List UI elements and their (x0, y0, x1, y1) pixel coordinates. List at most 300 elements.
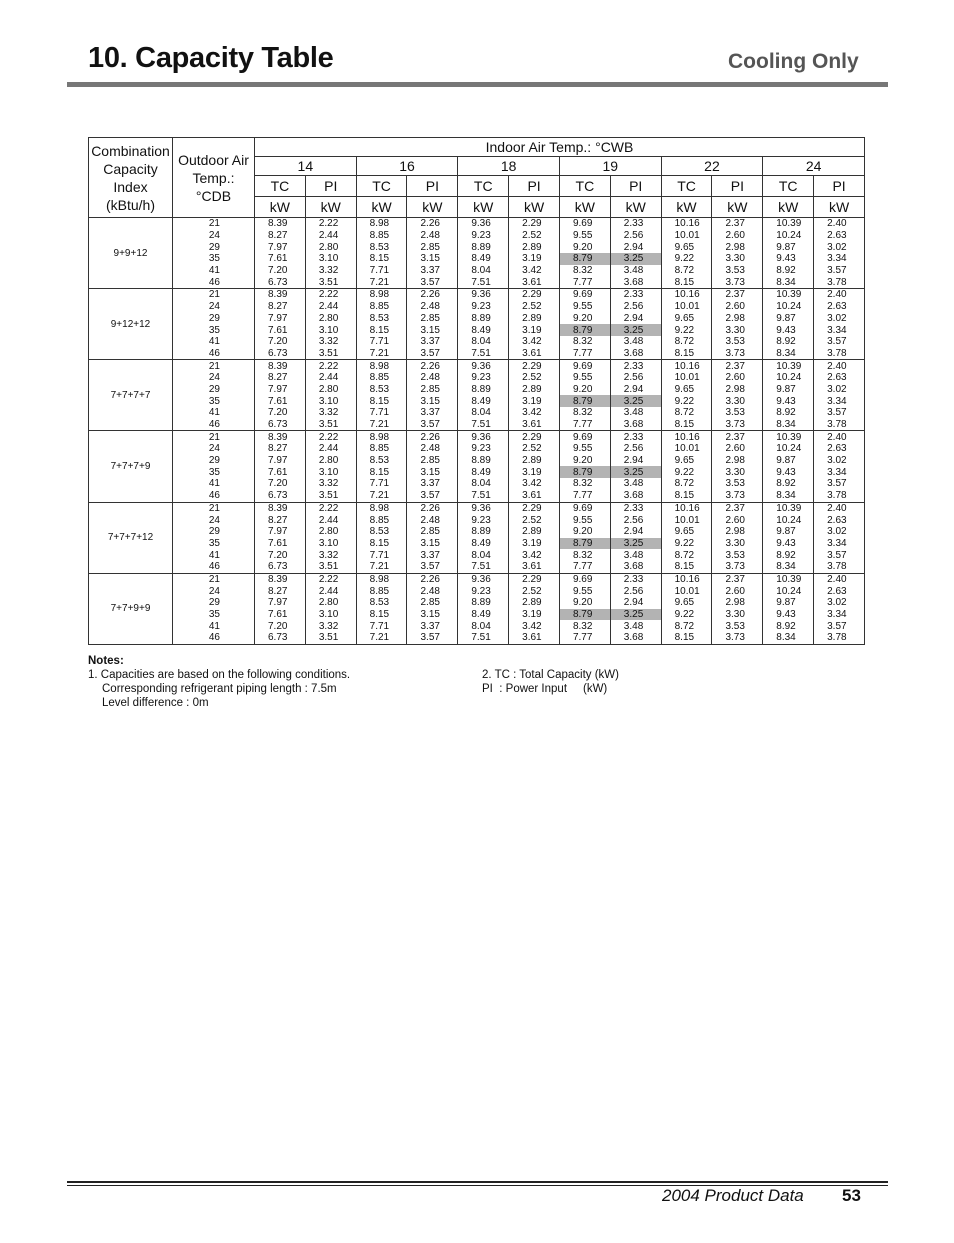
value-cell: 2.37 (712, 502, 763, 514)
value-cell: 7.97 (255, 597, 306, 609)
value-cell: 2.94 (610, 241, 661, 253)
table-row (89, 620, 865, 632)
value-cell: 8.39 (255, 573, 306, 585)
value-cell: 2.80 (305, 384, 356, 396)
value-cell: 8.32 (559, 265, 610, 277)
indoor-temp-value: 18 (458, 157, 560, 176)
value-cell: 3.51 (305, 276, 356, 288)
value-cell: 7.71 (356, 478, 407, 490)
value-cell: 8.89 (458, 384, 509, 396)
value-cell: 7.20 (255, 620, 306, 632)
value-cell: 7.61 (255, 324, 306, 336)
value-cell: 10.16 (661, 360, 712, 372)
value-cell: 8.32 (559, 620, 610, 632)
value-cell: 9.20 (559, 597, 610, 609)
value-cell: 2.26 (407, 573, 458, 585)
value-cell: 8.39 (255, 218, 306, 230)
value-cell: 3.73 (712, 490, 763, 502)
table-row (89, 372, 865, 384)
value-cell: 8.72 (661, 478, 712, 490)
value-cell: 2.63 (814, 443, 865, 455)
value-cell: 2.26 (407, 289, 458, 301)
value-cell: 2.60 (712, 372, 763, 384)
value-cell: 3.42 (509, 620, 560, 632)
value-cell: 8.53 (356, 313, 407, 325)
value-cell: 3.57 (814, 549, 865, 561)
value-cell: 3.78 (814, 561, 865, 573)
value-cell: 2.52 (509, 372, 560, 384)
value-cell: 3.42 (509, 549, 560, 561)
value-cell: 2.29 (509, 502, 560, 514)
value-cell: 7.20 (255, 478, 306, 490)
value-cell: 2.44 (305, 372, 356, 384)
value-cell: 8.34 (763, 419, 814, 431)
value-cell: 2.26 (407, 360, 458, 372)
value-cell: 9.23 (458, 230, 509, 242)
outdoor-temp-header: Outdoor Air Temp.: °CDB (173, 138, 255, 218)
tc-header: TC (661, 176, 712, 197)
value-cell: 3.57 (814, 407, 865, 419)
value-cell: 8.32 (559, 407, 610, 419)
value-cell: 9.87 (763, 526, 814, 538)
value-cell: 7.97 (255, 313, 306, 325)
outdoor-temp-cell: 35 (173, 466, 255, 478)
value-cell: 3.68 (610, 632, 661, 644)
value-cell: 9.87 (763, 597, 814, 609)
value-cell: 10.24 (763, 301, 814, 313)
value-cell: 8.15 (661, 490, 712, 502)
value-cell: 8.49 (458, 395, 509, 407)
value-cell: 3.68 (610, 561, 661, 573)
value-cell: 9.87 (763, 455, 814, 467)
indoor-temp-value: 22 (661, 157, 763, 176)
value-cell: 2.29 (509, 289, 560, 301)
value-cell: 3.10 (305, 395, 356, 407)
value-cell: 2.33 (610, 502, 661, 514)
value-cell: 2.85 (407, 384, 458, 396)
value-cell: 7.71 (356, 265, 407, 277)
value-cell: 9.23 (458, 301, 509, 313)
value-cell: 2.80 (305, 526, 356, 538)
value-cell: 8.89 (458, 455, 509, 467)
value-cell: 3.57 (407, 419, 458, 431)
value-cell: 9.65 (661, 597, 712, 609)
outdoor-temp-cell: 29 (173, 597, 255, 609)
pi-header: PI (814, 176, 865, 197)
value-cell: 3.32 (305, 478, 356, 490)
value-cell: 8.15 (356, 253, 407, 265)
value-cell: 3.42 (509, 336, 560, 348)
table-row (89, 230, 865, 242)
value-cell: 3.10 (305, 466, 356, 478)
value-cell: 2.44 (305, 443, 356, 455)
value-cell: 9.36 (458, 218, 509, 230)
value-cell: 2.29 (509, 573, 560, 585)
value-cell: 9.69 (559, 218, 610, 230)
outdoor-temp-cell: 24 (173, 301, 255, 313)
value-cell: 3.78 (814, 276, 865, 288)
table-row (89, 301, 865, 313)
pi-header: PI (407, 176, 458, 197)
value-cell: 8.98 (356, 502, 407, 514)
value-cell: 2.29 (509, 360, 560, 372)
value-cell: 3.42 (509, 407, 560, 419)
table-row (89, 514, 865, 526)
value-cell: 3.30 (712, 466, 763, 478)
table-row (89, 384, 865, 396)
value-cell: 8.72 (661, 549, 712, 561)
value-cell: 9.69 (559, 431, 610, 443)
outdoor-temp-cell: 41 (173, 336, 255, 348)
value-cell: 8.15 (356, 466, 407, 478)
outdoor-temp-cell: 41 (173, 265, 255, 277)
value-cell: 9.43 (763, 466, 814, 478)
value-cell: 8.32 (559, 336, 610, 348)
indoor-temp-value: 19 (559, 157, 661, 176)
value-cell: 2.52 (509, 514, 560, 526)
table-row (89, 360, 865, 372)
value-cell: 3.68 (610, 276, 661, 288)
value-cell: 8.79 (559, 395, 610, 407)
outdoor-temp-cell: 29 (173, 455, 255, 467)
value-cell: 3.48 (610, 336, 661, 348)
note-line: 1. Capacities are based on the following conditions. (88, 669, 351, 681)
value-cell: 3.15 (407, 609, 458, 621)
outdoor-temp-cell: 21 (173, 218, 255, 230)
table-row (89, 466, 865, 478)
value-cell: 2.48 (407, 514, 458, 526)
value-cell: 2.26 (407, 431, 458, 443)
unit-header: kW (610, 197, 661, 218)
combination-label: 7+7+7+12 (89, 502, 173, 573)
value-cell: 9.22 (661, 253, 712, 265)
value-cell: 9.55 (559, 514, 610, 526)
value-cell: 3.19 (509, 253, 560, 265)
value-cell: 8.53 (356, 384, 407, 396)
table-row (89, 265, 865, 277)
value-cell: 2.63 (814, 585, 865, 597)
value-cell: 8.72 (661, 620, 712, 632)
value-cell: 7.21 (356, 490, 407, 502)
value-cell: 3.37 (407, 407, 458, 419)
value-cell: 3.37 (407, 478, 458, 490)
value-cell: 10.16 (661, 502, 712, 514)
value-cell: 8.04 (458, 478, 509, 490)
value-cell: 7.21 (356, 348, 407, 360)
value-cell: 2.80 (305, 313, 356, 325)
value-cell: 8.34 (763, 276, 814, 288)
value-cell: 3.02 (814, 526, 865, 538)
value-cell: 3.68 (610, 348, 661, 360)
outdoor-temp-cell: 24 (173, 443, 255, 455)
value-cell: 2.85 (407, 526, 458, 538)
value-cell: 2.89 (509, 384, 560, 396)
indoor-temp-value: 14 (255, 157, 357, 176)
value-cell: 9.23 (458, 372, 509, 384)
tc-header: TC (356, 176, 407, 197)
combination-label: 9+12+12 (89, 289, 173, 360)
value-cell: 2.98 (712, 313, 763, 325)
value-cell: 2.56 (610, 585, 661, 597)
value-cell: 8.72 (661, 265, 712, 277)
value-cell: 7.20 (255, 407, 306, 419)
value-cell: 8.15 (661, 632, 712, 644)
value-cell: 9.43 (763, 253, 814, 265)
value-cell: 8.85 (356, 301, 407, 313)
value-cell: 3.53 (712, 336, 763, 348)
combination-label: 7+7+7+9 (89, 431, 173, 502)
value-cell: 2.37 (712, 218, 763, 230)
value-cell: 7.21 (356, 276, 407, 288)
footer-rule (67, 1181, 888, 1183)
value-cell: 2.29 (509, 218, 560, 230)
value-cell: 8.04 (458, 620, 509, 632)
value-cell: 8.79 (559, 466, 610, 478)
value-cell: 8.53 (356, 455, 407, 467)
value-cell: 3.34 (814, 253, 865, 265)
table-row (89, 455, 865, 467)
unit-header: kW (305, 197, 356, 218)
value-cell: 8.15 (661, 561, 712, 573)
value-cell: 3.30 (712, 538, 763, 550)
value-cell: 7.77 (559, 348, 610, 360)
notes-right (482, 668, 619, 696)
value-cell: 9.36 (458, 289, 509, 301)
unit-header: kW (356, 197, 407, 218)
value-cell: 9.22 (661, 609, 712, 621)
value-cell: 8.15 (661, 419, 712, 431)
value-cell: 2.89 (509, 597, 560, 609)
value-cell: 8.79 (559, 324, 610, 336)
value-cell: 10.01 (661, 514, 712, 526)
value-cell: 7.51 (458, 632, 509, 644)
outdoor-temp-cell: 35 (173, 609, 255, 621)
value-cell: 3.51 (305, 561, 356, 573)
table-row (89, 549, 865, 561)
table-row (89, 573, 865, 585)
value-cell: 9.22 (661, 324, 712, 336)
value-cell: 2.22 (305, 218, 356, 230)
value-cell: 3.57 (814, 620, 865, 632)
table-row (89, 585, 865, 597)
notes-left (88, 654, 350, 710)
outdoor-temp-cell: 21 (173, 360, 255, 372)
value-cell: 9.65 (661, 526, 712, 538)
value-cell: 3.61 (509, 490, 560, 502)
value-cell: 9.55 (559, 230, 610, 242)
value-cell: 2.56 (610, 514, 661, 526)
value-cell: 2.60 (712, 585, 763, 597)
value-cell: 9.55 (559, 372, 610, 384)
pi-header: PI (712, 176, 763, 197)
value-cell: 8.15 (356, 324, 407, 336)
table-row (89, 336, 865, 348)
value-cell: 3.61 (509, 561, 560, 573)
value-cell: 10.39 (763, 360, 814, 372)
value-cell: 9.69 (559, 289, 610, 301)
value-cell: 10.01 (661, 372, 712, 384)
value-cell: 8.49 (458, 466, 509, 478)
value-cell: 8.34 (763, 490, 814, 502)
value-cell: 8.34 (763, 632, 814, 644)
value-cell: 8.34 (763, 348, 814, 360)
value-cell: 3.51 (305, 348, 356, 360)
value-cell: 2.22 (305, 289, 356, 301)
value-cell: 9.69 (559, 573, 610, 585)
outdoor-temp-cell: 29 (173, 384, 255, 396)
value-cell: 8.27 (255, 301, 306, 313)
value-cell: 8.27 (255, 230, 306, 242)
value-cell: 8.72 (661, 336, 712, 348)
value-cell: 7.77 (559, 632, 610, 644)
pi-header: PI (305, 176, 356, 197)
value-cell: 9.23 (458, 514, 509, 526)
value-cell: 2.52 (509, 443, 560, 455)
value-cell: 9.43 (763, 395, 814, 407)
value-cell: 8.79 (559, 253, 610, 265)
outdoor-temp-cell: 41 (173, 620, 255, 632)
outdoor-temp-cell: 46 (173, 348, 255, 360)
value-cell: 3.53 (712, 265, 763, 277)
value-cell: 3.32 (305, 620, 356, 632)
value-cell: 2.98 (712, 526, 763, 538)
value-cell: 7.77 (559, 419, 610, 431)
value-cell: 2.40 (814, 289, 865, 301)
value-cell: 3.57 (814, 265, 865, 277)
value-cell: 9.36 (458, 360, 509, 372)
tc-header: TC (255, 176, 306, 197)
table-row (89, 289, 865, 301)
capacity-table (88, 137, 865, 645)
value-cell: 10.39 (763, 573, 814, 585)
value-cell: 8.27 (255, 372, 306, 384)
outdoor-temp-cell: 29 (173, 526, 255, 538)
value-cell: 10.01 (661, 301, 712, 313)
value-cell: 8.85 (356, 443, 407, 455)
value-cell: 3.53 (712, 549, 763, 561)
value-cell: 8.72 (661, 407, 712, 419)
value-cell: 10.24 (763, 230, 814, 242)
value-cell: 3.57 (814, 336, 865, 348)
value-cell: 2.63 (814, 372, 865, 384)
value-cell: 2.60 (712, 514, 763, 526)
outdoor-temp-cell: 21 (173, 502, 255, 514)
value-cell: 7.61 (255, 538, 306, 550)
value-cell: 8.04 (458, 407, 509, 419)
value-cell: 6.73 (255, 632, 306, 644)
value-cell: 3.73 (712, 632, 763, 644)
outdoor-temp-cell: 41 (173, 407, 255, 419)
table-row (89, 395, 865, 407)
value-cell: 7.20 (255, 265, 306, 277)
value-cell: 8.04 (458, 336, 509, 348)
value-cell: 2.48 (407, 443, 458, 455)
value-cell: 3.57 (407, 348, 458, 360)
value-cell: 3.02 (814, 455, 865, 467)
value-cell: 2.26 (407, 502, 458, 514)
value-cell: 3.19 (509, 609, 560, 621)
outdoor-temp-cell: 46 (173, 632, 255, 644)
value-cell: 3.78 (814, 419, 865, 431)
value-cell: 2.63 (814, 230, 865, 242)
value-cell: 7.97 (255, 384, 306, 396)
note-line: 2. TC : Total Capacity (kW) (482, 669, 619, 681)
value-cell: 6.73 (255, 561, 306, 573)
unit-header: kW (407, 197, 458, 218)
value-cell: 3.02 (814, 313, 865, 325)
value-cell: 3.61 (509, 419, 560, 431)
value-cell: 2.85 (407, 313, 458, 325)
value-cell: 3.48 (610, 478, 661, 490)
value-cell: 2.37 (712, 360, 763, 372)
table-row (89, 478, 865, 490)
value-cell: 10.01 (661, 585, 712, 597)
unit-header: kW (712, 197, 763, 218)
value-cell: 2.98 (712, 455, 763, 467)
value-cell: 7.21 (356, 419, 407, 431)
value-cell: 2.48 (407, 230, 458, 242)
value-cell: 9.23 (458, 443, 509, 455)
value-cell: 8.85 (356, 230, 407, 242)
value-cell: 2.89 (509, 455, 560, 467)
value-cell: 7.20 (255, 336, 306, 348)
tc-header: TC (559, 176, 610, 197)
value-cell: 2.40 (814, 502, 865, 514)
value-cell: 3.51 (305, 419, 356, 431)
combination-label: 9+9+12 (89, 218, 173, 289)
value-cell: 3.73 (712, 276, 763, 288)
value-cell: 9.87 (763, 313, 814, 325)
value-cell: 2.56 (610, 372, 661, 384)
value-cell: 8.34 (763, 561, 814, 573)
value-cell: 3.37 (407, 620, 458, 632)
value-cell: 9.87 (763, 384, 814, 396)
unit-header: kW (763, 197, 814, 218)
value-cell: 10.24 (763, 514, 814, 526)
value-cell: 3.78 (814, 348, 865, 360)
value-cell: 8.98 (356, 218, 407, 230)
value-cell: 8.89 (458, 526, 509, 538)
value-cell: 8.92 (763, 407, 814, 419)
value-cell: 2.44 (305, 514, 356, 526)
value-cell: 2.52 (509, 230, 560, 242)
value-cell: 3.48 (610, 265, 661, 277)
value-cell: 3.53 (712, 407, 763, 419)
outdoor-temp-cell: 24 (173, 230, 255, 242)
tc-header: TC (763, 176, 814, 197)
value-cell: 2.94 (610, 384, 661, 396)
value-cell: 2.48 (407, 372, 458, 384)
value-cell: 3.30 (712, 324, 763, 336)
value-cell: 9.65 (661, 384, 712, 396)
table-row (89, 443, 865, 455)
value-cell: 7.97 (255, 526, 306, 538)
value-cell: 2.89 (509, 241, 560, 253)
value-cell: 7.97 (255, 241, 306, 253)
value-cell: 3.34 (814, 609, 865, 621)
value-cell: 8.39 (255, 289, 306, 301)
page-subtitle: Cooling Only (728, 50, 859, 73)
value-cell: 3.34 (814, 538, 865, 550)
value-cell: 7.77 (559, 490, 610, 502)
value-cell: 3.57 (407, 632, 458, 644)
tc-header: TC (458, 176, 509, 197)
outdoor-temp-cell: 35 (173, 395, 255, 407)
value-cell: 7.71 (356, 336, 407, 348)
value-cell: 8.49 (458, 324, 509, 336)
value-cell: 7.61 (255, 253, 306, 265)
value-cell: 3.25 (610, 395, 661, 407)
